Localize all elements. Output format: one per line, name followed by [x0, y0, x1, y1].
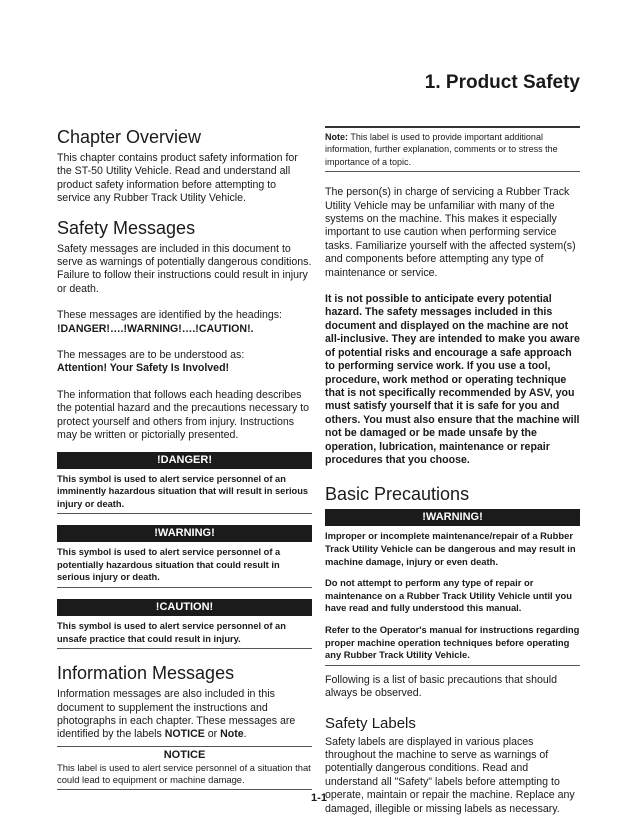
page-number: 1-1 — [311, 792, 327, 804]
danger-block — [57, 452, 312, 515]
warning-item-1: Improper or incomplete maintenance/repair of a Rubber Track Utility Vehicle can be dangerous and may result in machine damage, injury or even death. — [325, 530, 576, 567]
safety-labels-heading: Safety Labels — [325, 714, 416, 732]
safety-messages-p3: The messages are to be understood as: — [57, 349, 245, 362]
caution-label: !CAUTION! — [57, 599, 312, 616]
notice-block — [57, 746, 312, 790]
right-paragraph-1: The person(s) in charge of servicing a Rubber Track Utility Vehicle may be unfamiliar with many of the systems on the machine. This makes it especially important to use caution when performing service tasks. Familiarize yourself with the affected system(s) and components before attempting any type of maintenance or service. — [325, 186, 576, 279]
note-block — [325, 126, 580, 172]
right-column — [325, 126, 580, 816]
safety-messages-p2: These messages are identified by the headings: — [57, 309, 282, 322]
safety-headings-list: !DANGER!….!WARNING!….!CAUTION!. — [57, 322, 254, 335]
left-column — [57, 126, 312, 790]
information-messages-heading: Information Messages — [57, 663, 235, 684]
basic-precautions-warning-label: !WARNING! — [325, 509, 580, 526]
safety-messages-p4: The information that follows each heading describes the potential hazard and the precautions necessary to protect yourself and others from injury. Instructions may be written or pictorially presented. — [57, 388, 310, 442]
danger-label: !DANGER! — [57, 452, 312, 469]
notice-text: This label is used to alert service personnel of a situation that could lead to equipment or machine damage. — [57, 761, 311, 786]
basic-precautions-intro: Following is a list of basic precautions that should always be observed. — [325, 673, 558, 700]
notice-label: NOTICE — [163, 748, 206, 761]
safety-attention-line: Attention! Your Safety Is Involved! — [57, 362, 230, 375]
chapter-title: 1. Product Safety — [424, 72, 580, 93]
danger-text: This symbol is used to alert service personnel of an imminently hazardous situation that will result in serious injury or death. — [57, 473, 312, 515]
warning-block — [57, 525, 312, 588]
warning-item-3: Refer to the Operator's manual for instructions regarding proper machine operation techniques before operating any Rubber Track Utility Vehicle. — [325, 623, 580, 661]
chapter-overview-text: This chapter contains product safety information for the ST-50 Utility Vehicle. Read and understand all product safety information before attempting to service any Rubber Track Utility Vehicle. — [57, 152, 298, 205]
basic-precautions-heading: Basic Precautions — [325, 484, 470, 505]
basic-precautions-warning-block — [325, 530, 580, 665]
caution-block — [57, 599, 312, 649]
chapter-overview-heading: Chapter Overview — [57, 127, 202, 147]
warning-text: This symbol is used to alert service personnel of a potentially hazardous situation that could result in serious injury or death. — [57, 546, 312, 588]
caution-text: This symbol is used to alert service personnel of an unsafe practice that could result in injury. — [57, 620, 312, 649]
warning-label: !WARNING! — [57, 525, 312, 542]
safety-messages-heading: Safety Messages — [57, 217, 196, 238]
note-text: Note: This label is used to provide important additional information, further explanation, comments or to stress the importance of a topic. — [325, 132, 558, 167]
safety-labels-text: Safety labels are displayed in various places throughout the machine to serve as warnings of potentially dangerous conditions. Read and understand all "Safety" labels before attempting to operate, maintain or repair the machine. Replace any damaged, illegible or missing labels as necessary. — [325, 735, 575, 815]
information-messages-text: Information messages are also included in this document to supplement the instructions and photographs in each chapter. These messages are identified by the labels NOTICE or Note. — [57, 688, 296, 741]
warning-item-2: Do not attempt to perform any type of repair or maintenance on a Rubber Track Utility Vehicle until you have read and fully understood this manual. — [325, 577, 572, 614]
right-paragraph-2: It is not possible to anticipate every potential hazard. The safety messages included in this document and displayed on the machine are not all-inclusive. They are intended to make you aware of potential risks and encourage a safe approach to performing service work. If you use a tool, procedure, work method or operating technique that is not specifically recommended by ASV, you must satisfy yourself that it is safe for you and others. You must also ensure that the machine will not be damaged or be made unsafe by the operation, lubrication, maintenance or repair procedures that you choose. — [325, 293, 580, 466]
safety-messages-p1: Safety messages are included in this document to serve as warnings of potentially dangerous conditions. Failure to follow their instructions could result in injury or death. — [57, 242, 312, 295]
